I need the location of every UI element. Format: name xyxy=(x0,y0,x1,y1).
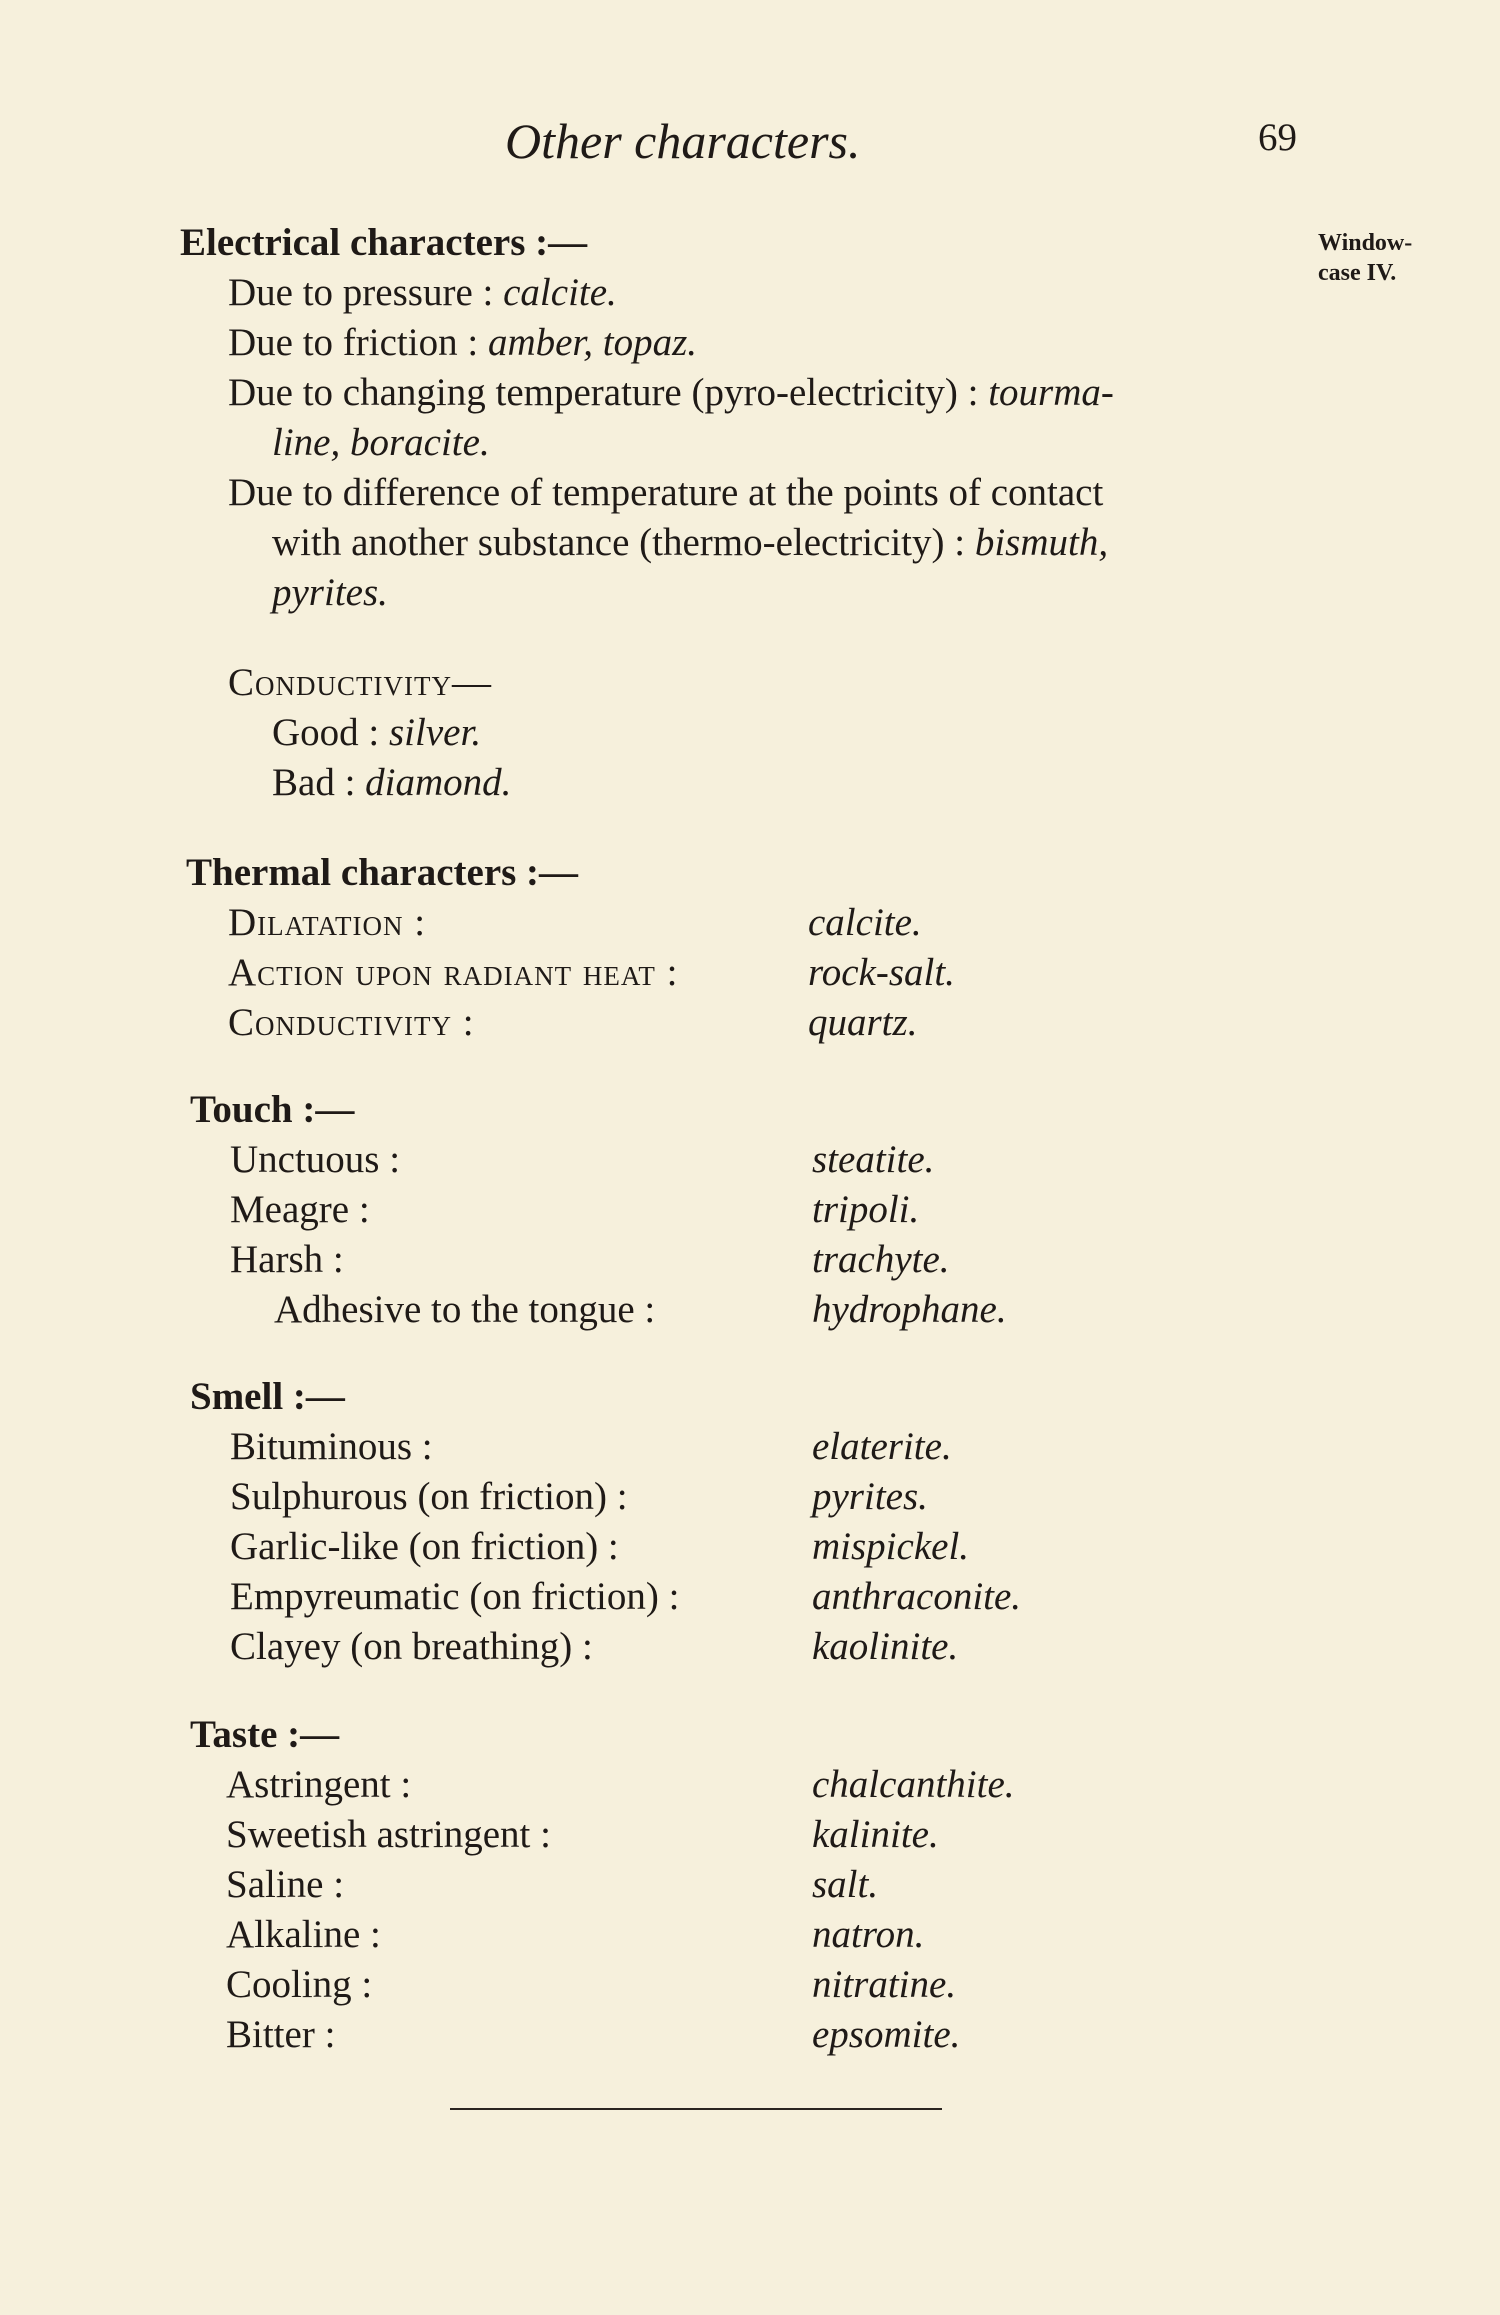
taste-label: Sweetish astringent : xyxy=(226,1813,551,1856)
changing-label: Due to changing temperature (pyro-electricity) : xyxy=(228,371,989,414)
difference-line2 xyxy=(272,518,1108,568)
page-number: 69 xyxy=(1258,116,1297,159)
touch-label: Unctuous : xyxy=(230,1138,401,1181)
taste-label: Bitter : xyxy=(226,2013,336,2056)
changing-value2: line, boracite. xyxy=(272,421,490,464)
smell-value: kaolinite. xyxy=(812,1625,959,1668)
taste-label: Saline : xyxy=(226,1863,345,1906)
taste-value: natron. xyxy=(812,1913,925,1956)
electrical-friction xyxy=(228,318,697,368)
electrical-heading: Electrical characters :— xyxy=(180,221,588,264)
margin-note-line2: case IV. xyxy=(1318,260,1397,286)
taste-label: Alkaline : xyxy=(226,1913,381,1956)
taste-value: nitratine. xyxy=(812,1963,957,2006)
friction-label: Due to friction : xyxy=(228,321,488,364)
running-title: Other characters. xyxy=(505,113,861,169)
touch-label: Adhesive to the tongue : xyxy=(274,1288,656,1331)
taste-value: salt. xyxy=(812,1863,879,1906)
closing-rule xyxy=(450,2108,942,2110)
taste-value: epsomite. xyxy=(812,2013,961,2056)
smell-value: mispickel. xyxy=(812,1525,970,1568)
touch-value: tripoli. xyxy=(812,1188,920,1231)
conductivity-good xyxy=(272,708,481,758)
conductivity-bad xyxy=(272,758,511,808)
smell-heading: Smell :— xyxy=(190,1375,345,1418)
taste-heading: Taste :— xyxy=(190,1713,340,1756)
thermal-heading: Thermal characters :— xyxy=(186,851,579,894)
touch-heading: Touch :— xyxy=(190,1088,355,1131)
thermal-value: rock-salt. xyxy=(808,951,955,994)
difference-label: with another substance (thermo-electricity) : xyxy=(272,521,975,564)
conductivity-heading: Conductivity— xyxy=(228,661,492,704)
thermal-value: quartz. xyxy=(808,1001,918,1044)
touch-value: trachyte. xyxy=(812,1238,950,1281)
smell-label: Clayey (on breathing) : xyxy=(230,1625,593,1668)
electrical-pressure xyxy=(228,268,617,318)
good-label: Good : xyxy=(272,711,389,754)
electrical-changing xyxy=(228,368,1114,418)
touch-value: hydrophane. xyxy=(812,1288,1007,1331)
taste-label: Astringent : xyxy=(226,1763,412,1806)
touch-label: Meagre : xyxy=(230,1188,370,1231)
smell-label: Bituminous : xyxy=(230,1425,433,1468)
bad-value: diamond. xyxy=(365,761,512,804)
good-value: silver. xyxy=(389,711,482,754)
touch-label: Harsh : xyxy=(230,1238,344,1281)
friction-value: amber, topaz. xyxy=(487,321,698,364)
taste-value: chalcanthite. xyxy=(812,1763,1015,1806)
taste-value: kalinite. xyxy=(812,1813,939,1856)
smell-value: pyrites. xyxy=(812,1475,928,1518)
thermal-label: Action upon radiant heat : xyxy=(228,951,679,994)
difference-value2: pyrites. xyxy=(272,571,388,614)
taste-label: Cooling : xyxy=(226,1963,373,2006)
pressure-label: Due to pressure : xyxy=(228,271,504,314)
smell-label: Empyreumatic (on friction) : xyxy=(230,1575,680,1618)
difference-value: bismuth, xyxy=(974,521,1109,564)
touch-value: steatite. xyxy=(812,1138,935,1181)
smell-label: Sulphurous (on friction) : xyxy=(230,1475,628,1518)
smell-label: Garlic-like (on friction) : xyxy=(230,1525,619,1568)
difference-line1: Due to difference of temperature at the points of contact xyxy=(228,471,1104,514)
smell-value: elaterite. xyxy=(812,1425,952,1468)
thermal-label: Conductivity : xyxy=(228,1001,475,1044)
margin-note-line1: Window- xyxy=(1318,230,1413,256)
bad-label: Bad : xyxy=(272,761,366,804)
thermal-value: calcite. xyxy=(808,901,922,944)
thermal-label: Dilatation : xyxy=(228,901,427,944)
smell-value: anthraconite. xyxy=(812,1575,1022,1618)
pressure-value: calcite. xyxy=(503,271,617,314)
changing-value1: tourma- xyxy=(988,371,1114,414)
